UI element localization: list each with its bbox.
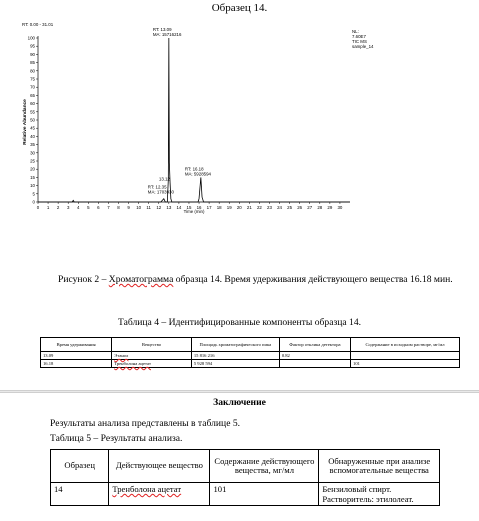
x-tick-label: 7 [107, 205, 110, 210]
x-tick-label: 13 [166, 205, 172, 210]
table-cell: 14 [51, 483, 109, 506]
x-tick-label: 9 [127, 205, 130, 210]
x-tick-label: 11 [146, 205, 151, 210]
y-tick-label: 80 [30, 68, 35, 74]
header-cell: Вещество [112, 338, 192, 352]
x-tick-label: 20 [236, 205, 242, 210]
table-header-row [51, 450, 440, 483]
table-cell: 101 [210, 483, 319, 506]
axis-layer [28, 36, 350, 211]
table-cell: 5 928 594 [191, 360, 279, 368]
table5-caption: Таблица 5 – Результаты анализа. [50, 433, 183, 444]
y-tick-label: 25 [30, 158, 35, 164]
y-tick-label: 75 [30, 76, 35, 82]
table-cell [319, 483, 440, 506]
peak-annotation-label: MA: 15716216 [152, 32, 182, 37]
table-cell [351, 352, 460, 360]
info-box [352, 29, 374, 49]
header-cell: Содержание в исходном растворе, мг/мл [351, 338, 460, 352]
identified-components-table [40, 337, 460, 368]
y-tick-label: 100 [27, 35, 35, 41]
y-tick-label: 15 [30, 174, 35, 180]
peak-annotation-label: 13.12 [158, 176, 170, 182]
peak-annotation-label: RT: 13.09 [152, 27, 172, 32]
y-tick-label: 70 [30, 84, 35, 90]
table-cell: 15 816 216 [191, 352, 279, 360]
table-row [41, 352, 460, 360]
peak-annotation-label: MA: 5928594 [184, 171, 211, 177]
header-cell: Время удерживания [41, 338, 112, 352]
table-cell: 0.82 [279, 352, 350, 360]
sample-title: Образец 14. [211, 2, 268, 14]
y-tick-label: 65 [30, 92, 35, 98]
peak-annotation-label: MA: 1703930 [147, 189, 174, 195]
header-cell: Обнаруженные при анализе вспомогательные вещества [319, 450, 440, 483]
y-axis-label: Relative Abundance [23, 99, 28, 145]
x-axis-label: Time (min) [183, 209, 205, 214]
figure-caption [58, 274, 453, 285]
x-tick-label: 12 [156, 205, 162, 210]
figure-caption-prefix: Рисунок 2 – [58, 274, 109, 285]
x-tick-label: 14 [176, 205, 182, 210]
header-cell: Содержание действующего вещества, мг/мл [210, 450, 319, 483]
x-tick-label: 15 [186, 205, 192, 210]
x-tick-label: 8 [117, 205, 120, 210]
peak-annotation-label: RT: 16.18 [184, 166, 204, 172]
info-box-line: 7.60E7 [352, 34, 366, 39]
x-tick-label: 6 [97, 205, 100, 210]
x-tick-label: 22 [256, 205, 262, 210]
figure-caption-flagged-word: Хроматограмма [108, 274, 174, 285]
table-cell: 13.09 [41, 352, 112, 360]
table-header-row [41, 338, 460, 352]
y-tick-label: 10 [30, 183, 35, 189]
y-tick-label: 5 [32, 191, 35, 197]
flagged-substance: Этанол [114, 353, 129, 358]
y-tick-label: 90 [30, 51, 35, 57]
flagged-substance: Тренболона ацетат [112, 484, 182, 494]
x-tick-label: 3 [66, 205, 70, 210]
figure-caption-suffix: образца 14. Время удерживания действующего вещества 16.18 мин. [173, 274, 453, 285]
x-tick-label: 25 [287, 205, 293, 210]
chromatogram-chart [0, 18, 479, 218]
conclusion-heading: Заключение [213, 397, 266, 408]
table-cell: 16.18 [41, 360, 112, 368]
table-cell [109, 483, 210, 506]
table-cell [112, 360, 192, 368]
info-box-line: TIC MS [352, 39, 367, 44]
y-tick-label: 35 [30, 142, 35, 148]
x-tick-label: 24 [277, 205, 282, 210]
table-cell [279, 360, 350, 368]
x-tick-label: 1 [46, 205, 50, 210]
x-tick-label: 21 [246, 205, 252, 210]
x-tick-label: 4 [77, 205, 80, 210]
analysis-results-table [50, 449, 440, 506]
peak-annotation-label: RT: 12.35 [147, 184, 167, 190]
tic-trace [38, 38, 350, 202]
x-tick-label: 30 [337, 205, 343, 210]
y-tick-label: 45 [30, 125, 35, 131]
header-cell: Действующее вещество [109, 450, 210, 483]
x-tick-label: 17 [206, 205, 212, 210]
y-tick-label: 95 [30, 43, 35, 49]
y-tick-label: 85 [30, 60, 35, 66]
x-tick-label: 16 [196, 205, 202, 210]
x-tick-label: 29 [327, 205, 333, 210]
header-cell: Площадь хроматографического пика [191, 338, 279, 352]
table-row [41, 360, 460, 368]
table-row [51, 483, 440, 506]
results-text: Результаты анализа представлены в таблице 5. [50, 418, 241, 429]
x-tick-label: 0 [36, 205, 40, 210]
x-tick-label: 19 [226, 205, 232, 210]
y-tick-label: 50 [30, 117, 35, 123]
x-tick-label: 5 [87, 205, 90, 210]
table-cell: 101 [351, 360, 460, 368]
aux-line: Растворитель: этилолеат. [322, 494, 414, 504]
table-cell [112, 352, 192, 360]
x-tick-label: 28 [317, 205, 323, 210]
header-cell: Образец [51, 450, 109, 483]
x-tick-label: 23 [267, 205, 272, 210]
y-tick-label: 60 [30, 101, 35, 107]
x-tick-label: 27 [307, 205, 313, 210]
info-box-line: sample_14 [352, 44, 374, 49]
info-box-line: NL: [352, 29, 359, 34]
flagged-substance: Тренболона ацетат [114, 361, 151, 366]
y-tick-label: 55 [30, 109, 35, 115]
x-tick-label: 18 [216, 205, 222, 210]
y-tick-label: 20 [30, 166, 35, 172]
y-tick-label: 0 [32, 199, 35, 205]
aux-line: Бензиловый спирт. [322, 484, 392, 494]
x-tick-label: 10 [136, 205, 142, 210]
rt-range-label: RT: 0.00 - 31.01 [22, 22, 54, 27]
y-tick-label: 40 [30, 133, 35, 139]
x-tick-label: 26 [297, 205, 303, 210]
table4-caption: Таблица 4 – Идентифицированные компоненты образца 14. [117, 317, 362, 328]
y-tick-label: 30 [30, 150, 35, 156]
header-cell: Фактор отклика детектора [279, 338, 350, 352]
peak-annotations [148, 27, 212, 194]
x-tick-label: 2 [56, 205, 60, 210]
